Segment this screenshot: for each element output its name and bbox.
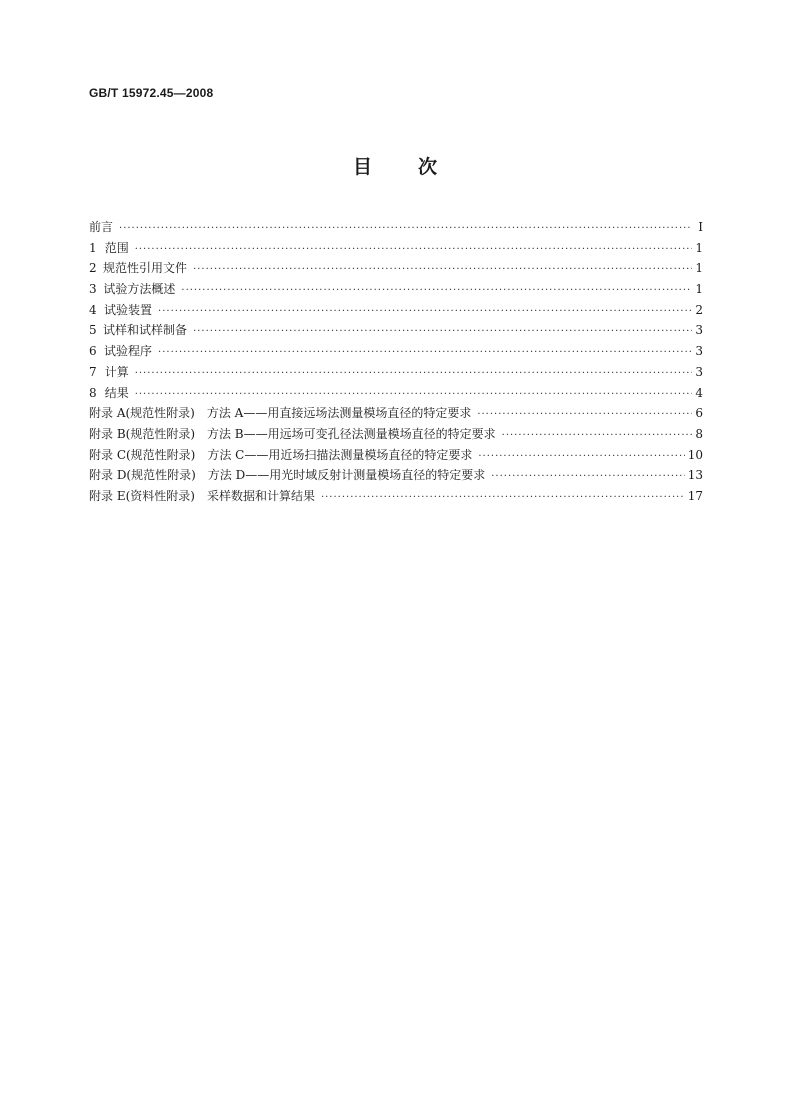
toc-entry[interactable] <box>89 258 703 279</box>
toc-dot-leader <box>135 240 692 261</box>
toc-entry[interactable] <box>89 486 703 507</box>
toc-entry-page: 2 <box>695 302 703 317</box>
toc-entry-label: 计算 <box>104 364 129 379</box>
toc-dot-leader <box>181 281 692 302</box>
toc-entry-number: 7 <box>89 364 97 379</box>
toc-dot-leader <box>478 447 684 468</box>
toc-dot-leader <box>491 467 684 488</box>
toc-dot-leader <box>321 488 685 509</box>
toc-entry-number: 5 <box>89 323 97 338</box>
toc-entry-label: 附录 A(规范性附录) 方法 A——用直接远场法测量模场直径的特定要求 <box>89 406 472 421</box>
toc-dot-leader <box>477 405 692 426</box>
toc-entry[interactable] <box>89 238 703 259</box>
title-char-2: 次 <box>418 156 440 178</box>
standard-code: GB/T 15972.45—2008 <box>89 86 214 100</box>
toc-dot-leader <box>158 343 692 364</box>
toc-entry-page: 4 <box>695 385 703 400</box>
toc-entry-label: 试验程序 <box>104 344 153 359</box>
toc-entry-page: Ⅰ <box>698 220 703 234</box>
toc-entry-label: 附录 E(资料性附录) 采样数据和计算结果 <box>89 488 315 503</box>
toc-entry[interactable] <box>89 320 703 341</box>
toc-entry[interactable] <box>89 217 703 238</box>
toc-entry[interactable] <box>89 445 703 466</box>
toc-dot-leader <box>135 385 692 406</box>
page-title <box>0 152 792 179</box>
toc-entry[interactable] <box>89 300 703 321</box>
toc-entry-label: 结果 <box>104 385 129 400</box>
table-of-contents <box>89 217 703 507</box>
toc-entry-page: 10 <box>687 447 703 462</box>
toc-entry[interactable] <box>89 279 703 300</box>
toc-entry-number: 3 <box>89 282 97 297</box>
toc-entry-page: 1 <box>695 282 703 297</box>
toc-entry-number: 2 <box>89 261 97 276</box>
toc-entry-page: 3 <box>695 323 703 338</box>
toc-dot-leader <box>135 364 692 385</box>
toc-entry-label: 附录 B(规范性附录) 方法 B——用远场可变孔径法测量模场直径的特定要求 <box>89 426 496 441</box>
toc-entry-label: 试样和试样制备 <box>103 323 188 338</box>
toc-entry[interactable] <box>89 403 703 424</box>
toc-dot-leader <box>119 219 692 240</box>
toc-dot-leader <box>158 302 692 323</box>
toc-entry-label: 试验方法概述 <box>103 282 176 297</box>
toc-dot-leader <box>193 322 692 343</box>
toc-entry-page: 3 <box>695 364 703 379</box>
toc-entry-page: 13 <box>687 468 703 483</box>
toc-entry-label: 附录 D(规范性附录) 方法 D——用光时域反射计测量模场直径的特定要求 <box>89 468 486 483</box>
toc-entry-label: 前言 <box>89 220 114 234</box>
toc-entry-label: 试验装置 <box>104 302 153 317</box>
toc-entry-label: 规范性引用文件 <box>103 261 188 276</box>
toc-entry[interactable] <box>89 424 703 445</box>
toc-entry-page: 6 <box>695 406 703 421</box>
toc-entry-number: 4 <box>89 302 97 317</box>
toc-entry[interactable] <box>89 362 703 383</box>
toc-entry[interactable] <box>89 465 703 486</box>
toc-entry-number: 6 <box>89 344 97 359</box>
toc-entry-number: 8 <box>89 385 97 400</box>
toc-entry-number: 1 <box>89 240 97 255</box>
toc-entry-page: 17 <box>687 488 703 503</box>
toc-dot-leader <box>193 260 692 281</box>
toc-entry-label: 范围 <box>104 240 129 255</box>
toc-entry-page: 8 <box>695 426 703 441</box>
toc-entry-page: 1 <box>695 261 703 276</box>
toc-entry[interactable] <box>89 383 703 404</box>
toc-entry-page: 3 <box>695 344 703 359</box>
toc-entry[interactable] <box>89 341 703 362</box>
toc-entry-page: 1 <box>695 240 703 255</box>
toc-entry-label: 附录 C(规范性附录) 方法 C——用近场扫描法测量模场直径的特定要求 <box>89 447 473 462</box>
title-char-1: 目 <box>352 156 374 178</box>
toc-dot-leader <box>502 426 692 447</box>
